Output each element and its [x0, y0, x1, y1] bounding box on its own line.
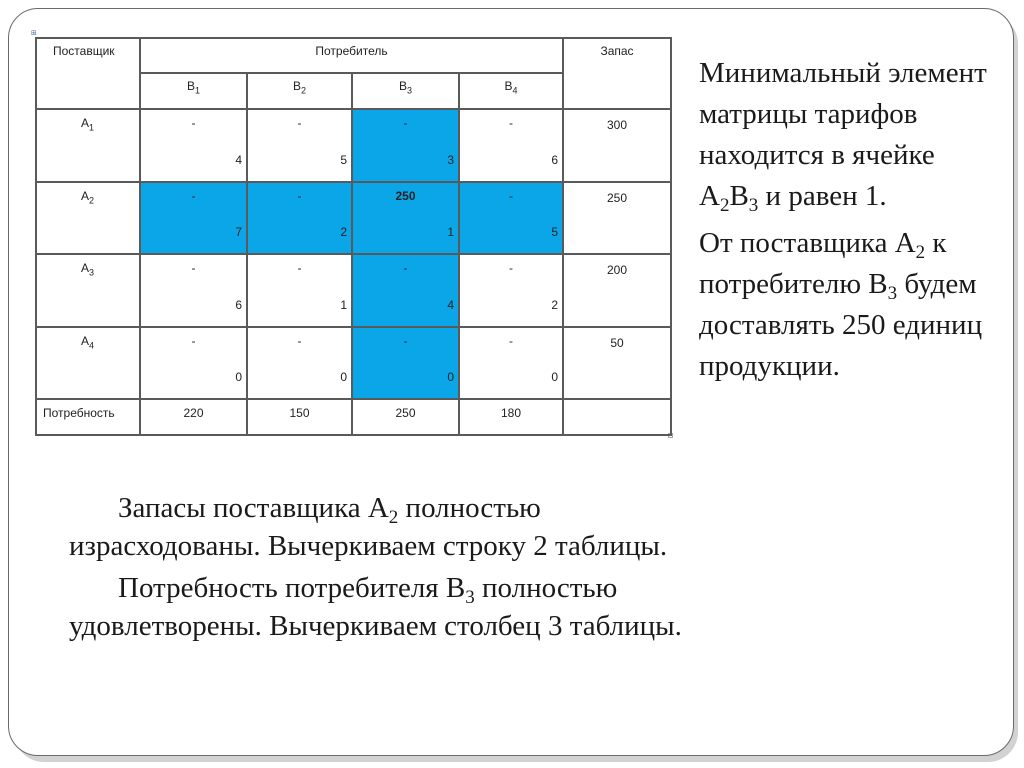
- stock-a1: 300: [563, 109, 671, 182]
- cell-a1-b1: - 4: [140, 109, 247, 182]
- cell-a2-b1: - 7: [140, 182, 247, 254]
- demand-b4: 180: [459, 399, 563, 435]
- cell-a2-b4: - 5: [459, 182, 563, 254]
- stock-a3: 200: [563, 254, 671, 327]
- cell-a1-b3: - 3: [352, 109, 459, 182]
- header-consumer: Потребитель: [140, 38, 563, 73]
- stock-a2: 250: [563, 182, 671, 254]
- consumer-b2: $B_2$: [247, 73, 352, 109]
- cell-a3-b4: - 2: [459, 254, 563, 327]
- consumer-b3: $B_3$: [352, 73, 459, 109]
- cell-a3-b3: - 4: [352, 254, 459, 327]
- explanation-bottom: [69, 489, 709, 645]
- explanation-delivery: От поставщика $А_2$ к потребителю $В_3$ будем доставлять 250 единиц продукции.: [699, 227, 983, 382]
- demand-b1: 220: [140, 399, 247, 435]
- cell-a4-b2: - 0: [247, 327, 352, 399]
- demand-label: Потребность: [36, 399, 140, 435]
- transport-table: [35, 37, 672, 436]
- demand-b3: 250: [352, 399, 459, 435]
- cell-a3-b1: - 6: [140, 254, 247, 327]
- demand-b2: 150: [247, 399, 352, 435]
- explanation-demand-met: Потребность потребителя $В_3$ полностью удовлетворены. Вычеркиваем столбец 3 таблицы.: [69, 572, 682, 642]
- consumer-b4: $B_4$: [459, 73, 563, 109]
- cell-a1-b4: - 6: [459, 109, 563, 182]
- cell-a2-b3: 250 1: [352, 182, 459, 254]
- slide: [8, 8, 1014, 756]
- cell-a4-b4: - 0: [459, 327, 563, 399]
- stock-a4: 50: [563, 327, 671, 399]
- explanation-stock-used: Запасы поставщика $А_2$ полностью израсходованы. Вычеркиваем строку 2 таблицы.: [69, 492, 668, 562]
- explanation-right: [699, 53, 989, 387]
- cell-a4-b3: - 0: [352, 327, 459, 399]
- cell-a2-b2: - 2: [247, 182, 352, 254]
- supplier-a2: $A_2$: [36, 182, 140, 254]
- header-stock: Запас: [563, 38, 671, 109]
- explanation-min-element: Минимальный элемент матрицы тарифов находится в ячейке $А_2В_3$ и равен 1.: [699, 57, 987, 216]
- supplier-a4: $A_4$: [36, 327, 140, 399]
- supplier-a3: $A_3$: [36, 254, 140, 327]
- header-supplier: Поставщик: [36, 38, 140, 109]
- table-move-handle-icon[interactable]: ⊞: [31, 29, 37, 37]
- cell-a1-b2: - 5: [247, 109, 352, 182]
- cell-a4-b1: - 0: [140, 327, 247, 399]
- supplier-a1: $A_1$: [36, 109, 140, 182]
- consumer-b1: $B_1$: [140, 73, 247, 109]
- cell-a3-b2: - 1: [247, 254, 352, 327]
- demand-stock-empty: [563, 399, 671, 435]
